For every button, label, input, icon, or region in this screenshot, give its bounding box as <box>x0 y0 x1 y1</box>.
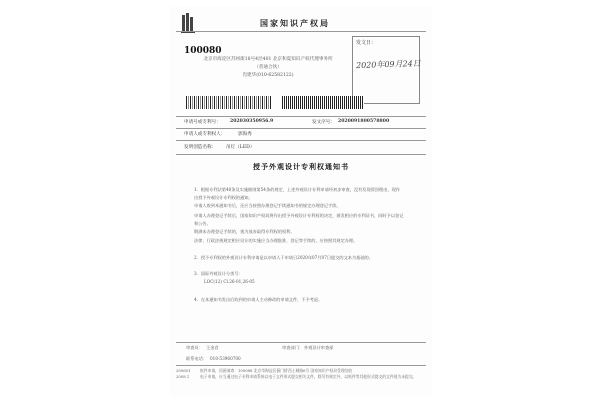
classification-number: LOC(12) Cl.26-01,26-05 <box>204 279 255 284</box>
issue-date-handwritten: 2020年09月24日 <box>355 58 421 71</box>
recipient-contact: 肖建华(010-62582122) <box>242 73 294 78</box>
examiner-label: 审查员： <box>186 345 203 350</box>
footer-mail-instructions: 纸件申请，回函请寄：100088 北京市海淀区蓟门桥西土城路6号 国家知识产权局受理处收 <box>200 368 353 373</box>
notice-title: 授予外观设计专利权通知书 <box>253 162 349 171</box>
issue-date-label: 发文日： <box>356 40 377 46</box>
header-divider <box>176 31 426 32</box>
office-name: 国家知识产权局 <box>260 18 330 28</box>
paragraph-3: 3．国际外观设计分类号： <box>194 271 243 276</box>
paragraph-2: 2．授予专利权的外观设计专利申请是以申请人于申请日2020年07月07日提交的文本为基础的。 <box>194 255 373 260</box>
design-name-value: 吊灯（LED） <box>226 145 255 150</box>
postcode: 100080 <box>184 46 222 56</box>
design-name-label: 发明创造名称： <box>184 145 217 150</box>
paragraph-1-registration: 申请人收到本通知书后，还应当按照办理登记手续通知书的规定办理登记手续。 <box>194 203 341 208</box>
signature-divider-top <box>176 342 426 343</box>
applicant-label: 申请人或专利权人： <box>184 132 226 137</box>
application-number-label: 申请号或专利号： <box>184 120 221 125</box>
phone-label: 联系电话： <box>186 356 207 361</box>
paragraph-4: 4．在本通知书发出后收到的申请人主动修改的申请文件，不予考虑。 <box>194 297 323 302</box>
paragraph-1: 1．根据专利法第40条及实施细则第54条的规定，上述外观设计专利申请经初步审查，没有发现驳回理由，现作出授予外观设计专利权的通知。 <box>194 187 400 200</box>
department-name: 外观设计审查部 <box>304 345 334 350</box>
document-number-label: 发文序号： <box>312 120 335 125</box>
barcode-left <box>186 96 271 109</box>
document-number-value: 2020091800578800 <box>338 119 390 124</box>
barcode-right <box>282 96 364 109</box>
paragraph-1-regulation: 法律、行政法规规定相应设计的实施应当办理批准、登记等手续的，应按照其规定办理。 <box>194 238 358 243</box>
form-code: 200601 <box>176 368 191 373</box>
recipient-address-suffix: （普通合伙） <box>254 65 282 70</box>
phone-number: 010-53960700 <box>210 356 241 361</box>
fields-divider-top <box>176 116 426 117</box>
footer-electronic-instructions: 电子申请，应当通过电子专利申请系统以电子文件形式提交相关文件。除另有规定外，以纸件等其他形式提交的文件视为未提交。 <box>200 374 417 379</box>
recipient-address: 北京市海淀区苏州街18号4层401 北京和夏知识产权代理事务所 <box>203 57 333 62</box>
application-number-value: 202030350956.9 <box>230 119 274 124</box>
form-version: 2008.1 <box>176 374 190 379</box>
paragraph-1-deadline: 期满未办理登记手续的，视为放弃取得专利权的权利。 <box>194 229 295 234</box>
applicant-value: 郭海秀 <box>238 132 252 137</box>
examiner-name: 王金君 <box>206 345 219 350</box>
paragraph-1-decision: 申请人办理登记手续后，国家知识产权局将作出授予外观设计专利权的决定，颁发相应的专利证书，同时予以登记和公告。 <box>194 213 404 226</box>
fields-divider-bottom <box>176 154 426 155</box>
department-label: 审查部门： <box>282 345 303 350</box>
fields-divider-2 <box>176 140 426 141</box>
fields-divider-1 <box>176 128 426 129</box>
signature-divider-bottom <box>176 365 426 366</box>
notice-document <box>170 6 432 396</box>
